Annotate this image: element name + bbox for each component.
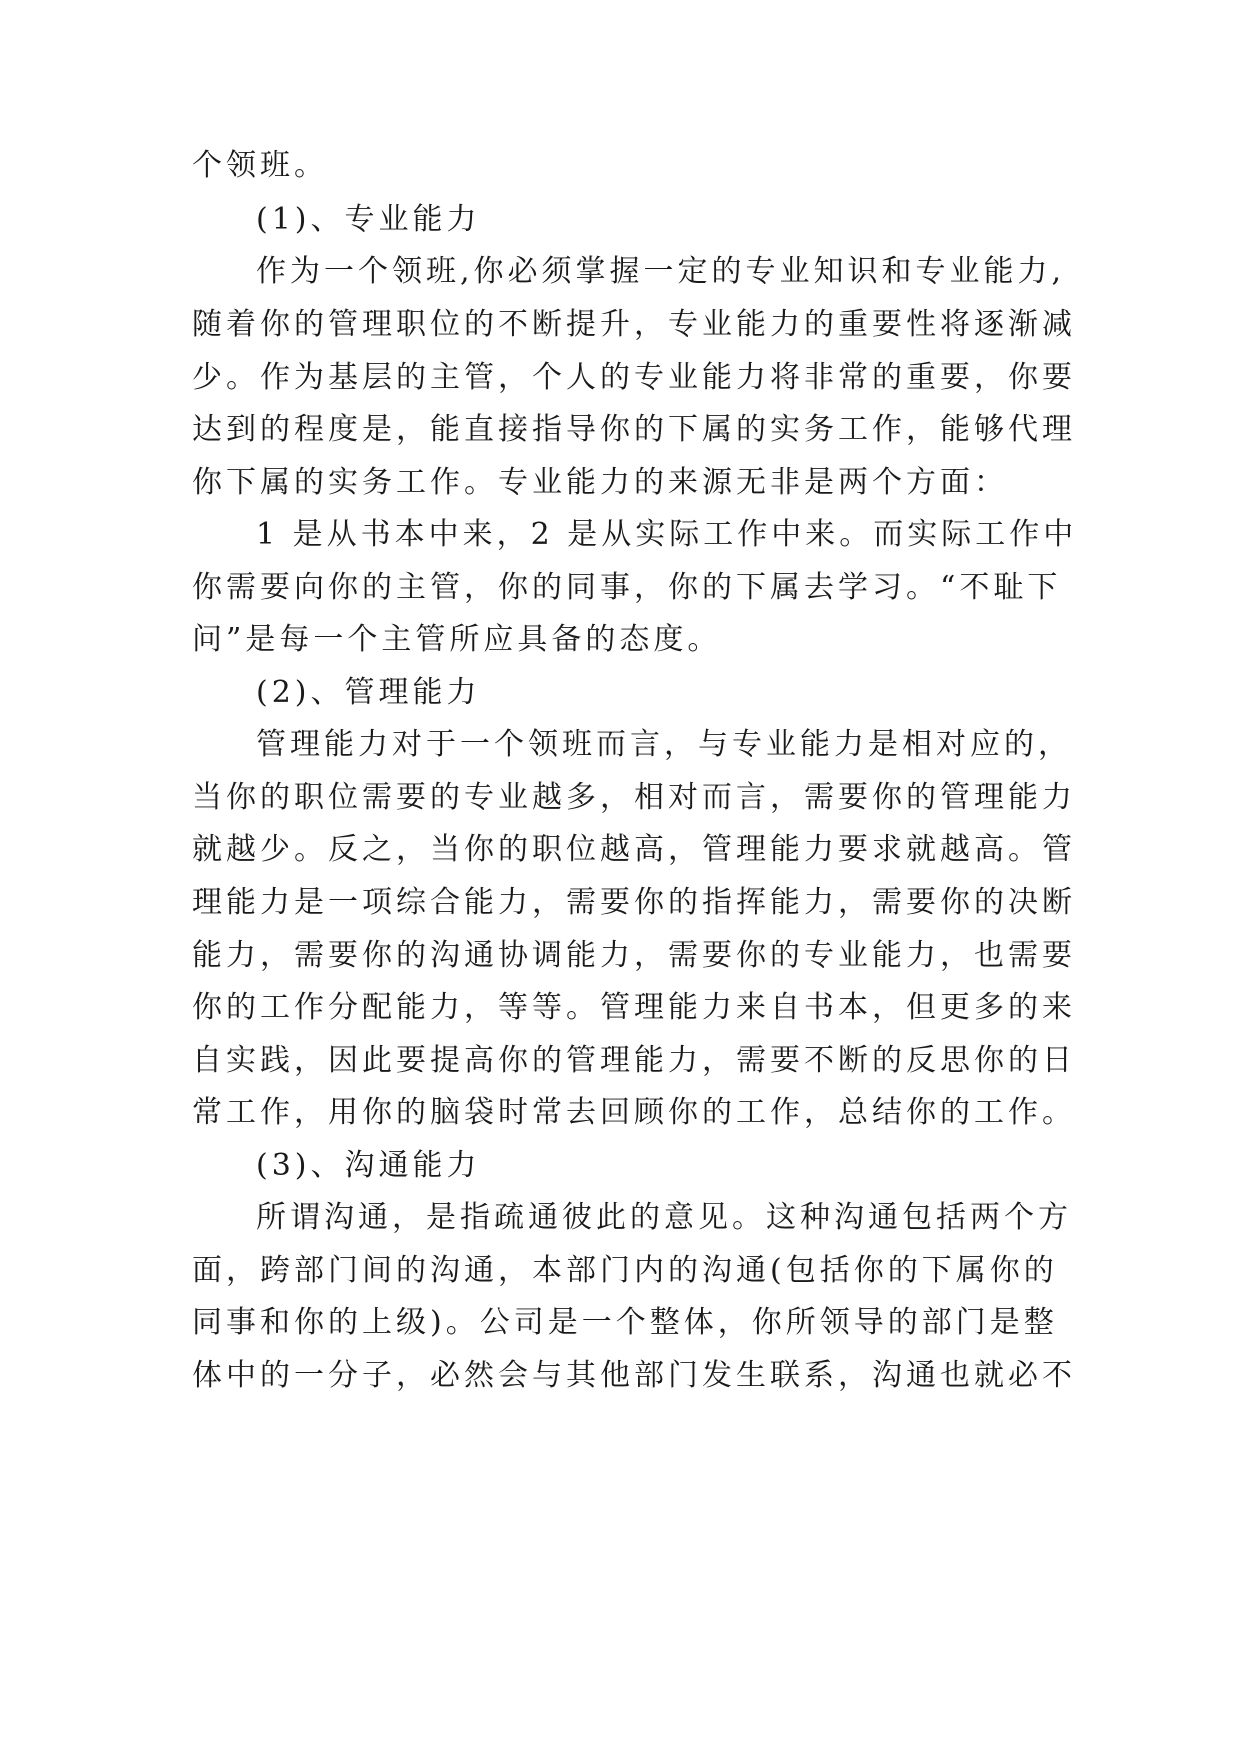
text-line: 常工作，用你的脑袋时常去回顾你的工作，总结你的工作。 xyxy=(192,1095,1076,1130)
text-line: 同事和你的上级)。公司是一个整体，你所领导的部门是整 xyxy=(192,1305,1058,1340)
text-line: 你下属的实务工作。专业能力的来源无非是两个方面： xyxy=(192,465,1008,500)
text-line: 面，跨部门间的沟通，本部门内的沟通(包括你的下属你的 xyxy=(192,1253,1058,1288)
section-heading-management: (2)、管理能力 xyxy=(256,675,481,710)
section-heading-communication: (3)、沟通能力 xyxy=(256,1148,481,1183)
text-line: 问”是每一个主管所应具备的态度。 xyxy=(192,622,722,657)
text-line: 1 是从书本中来，2 是从实际工作中来。而实际工作中 xyxy=(256,517,1078,552)
text-line: 自实践，因此要提高你的管理能力，需要不断的反思你的日 xyxy=(192,1043,1076,1078)
section-heading-professional: (1)、专业能力 xyxy=(256,202,481,237)
text-line: 随着你的管理职位的不断提升，专业能力的重要性将逐渐减 xyxy=(192,307,1076,342)
text-line: 理能力是一项综合能力，需要你的指挥能力，需要你的决断 xyxy=(192,885,1076,920)
text-line: 所谓沟通，是指疏通彼此的意见。这种沟通包括两个方 xyxy=(256,1200,1072,1235)
text-line: 能力，需要你的沟通协调能力，需要你的专业能力，也需要 xyxy=(192,938,1076,973)
text-line: 作为一个领班,你必须掌握一定的专业知识和专业能力, xyxy=(256,254,1066,289)
text-line: 少。作为基层的主管，个人的专业能力将非常的重要，你要 xyxy=(192,360,1076,395)
text-line: 体中的一分子，必然会与其他部门发生联系，沟通也就必不 xyxy=(192,1358,1076,1393)
text-line: 当你的职位需要的专业越多，相对而言，需要你的管理能力 xyxy=(192,780,1076,815)
text-line: 达到的程度是，能直接指导你的下属的实务工作，能够代理 xyxy=(192,412,1076,447)
text-line: 你需要向你的主管，你的同事，你的下属去学习。“不耻下 xyxy=(192,570,1062,605)
text-line: 就越少。反之，当你的职位越高，管理能力要求就越高。管 xyxy=(192,832,1076,867)
text-line: 你的工作分配能力，等等。管理能力来自书本，但更多的来 xyxy=(192,990,1076,1025)
text-line: 管理能力对于一个领班而言，与专业能力是相对应的， xyxy=(256,727,1072,762)
text-line: 个领班。 xyxy=(192,148,328,183)
